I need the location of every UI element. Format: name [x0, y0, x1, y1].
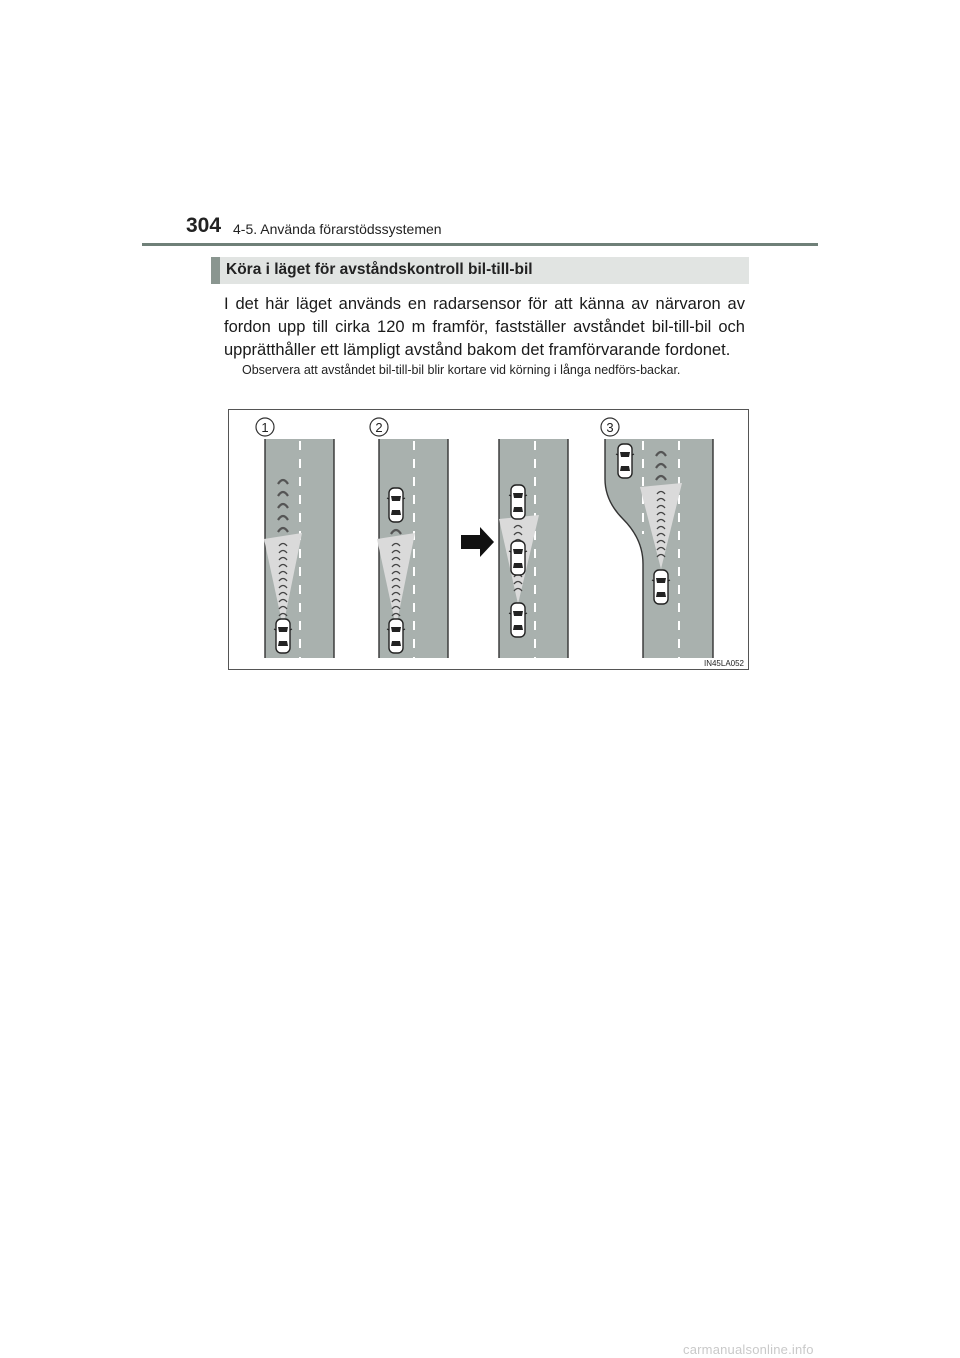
car-icon [509, 541, 527, 575]
car-icon [274, 619, 292, 653]
car-icon [509, 603, 527, 637]
footer-watermark: carmanualsonline.info [683, 1342, 814, 1357]
car-icon [387, 619, 405, 653]
body-paragraph: I det här läget används en radarsensor för att känna av närvaron av fordon upp till cirka 120 m framför, fastställer avståndet bil-till-bil och upprätthåller ett lämpligt avstånd bakom det framförvarande fordonet. [224, 295, 745, 359]
page-number: 304 [186, 214, 222, 237]
car-icon [616, 444, 634, 478]
radar-distance-figure [228, 409, 749, 670]
car-icon [652, 570, 670, 604]
road-panel-2b [499, 439, 568, 658]
section-heading-bar [211, 257, 749, 284]
section-title: Köra i läget för avståndskontroll bil-till-bil [226, 261, 533, 278]
chapter-title: 4-5. Använda förarstödssystemen [233, 221, 442, 237]
figure-label-3: 3 [606, 420, 614, 435]
note-paragraph: Observera att avståndet bil-till-bil blir kortare vid körning i långa nedförs-backar. [242, 363, 681, 377]
car-icon [387, 488, 405, 522]
figure-code: IN45LA052 [703, 659, 744, 668]
figure-label-1: 1 [261, 420, 269, 435]
header-rule [142, 243, 818, 246]
road-panel-2 [370, 418, 448, 658]
figure-label-2: 2 [375, 420, 383, 435]
section-accent [211, 257, 220, 284]
road-panel-1 [256, 418, 334, 658]
car-icon [509, 485, 527, 519]
